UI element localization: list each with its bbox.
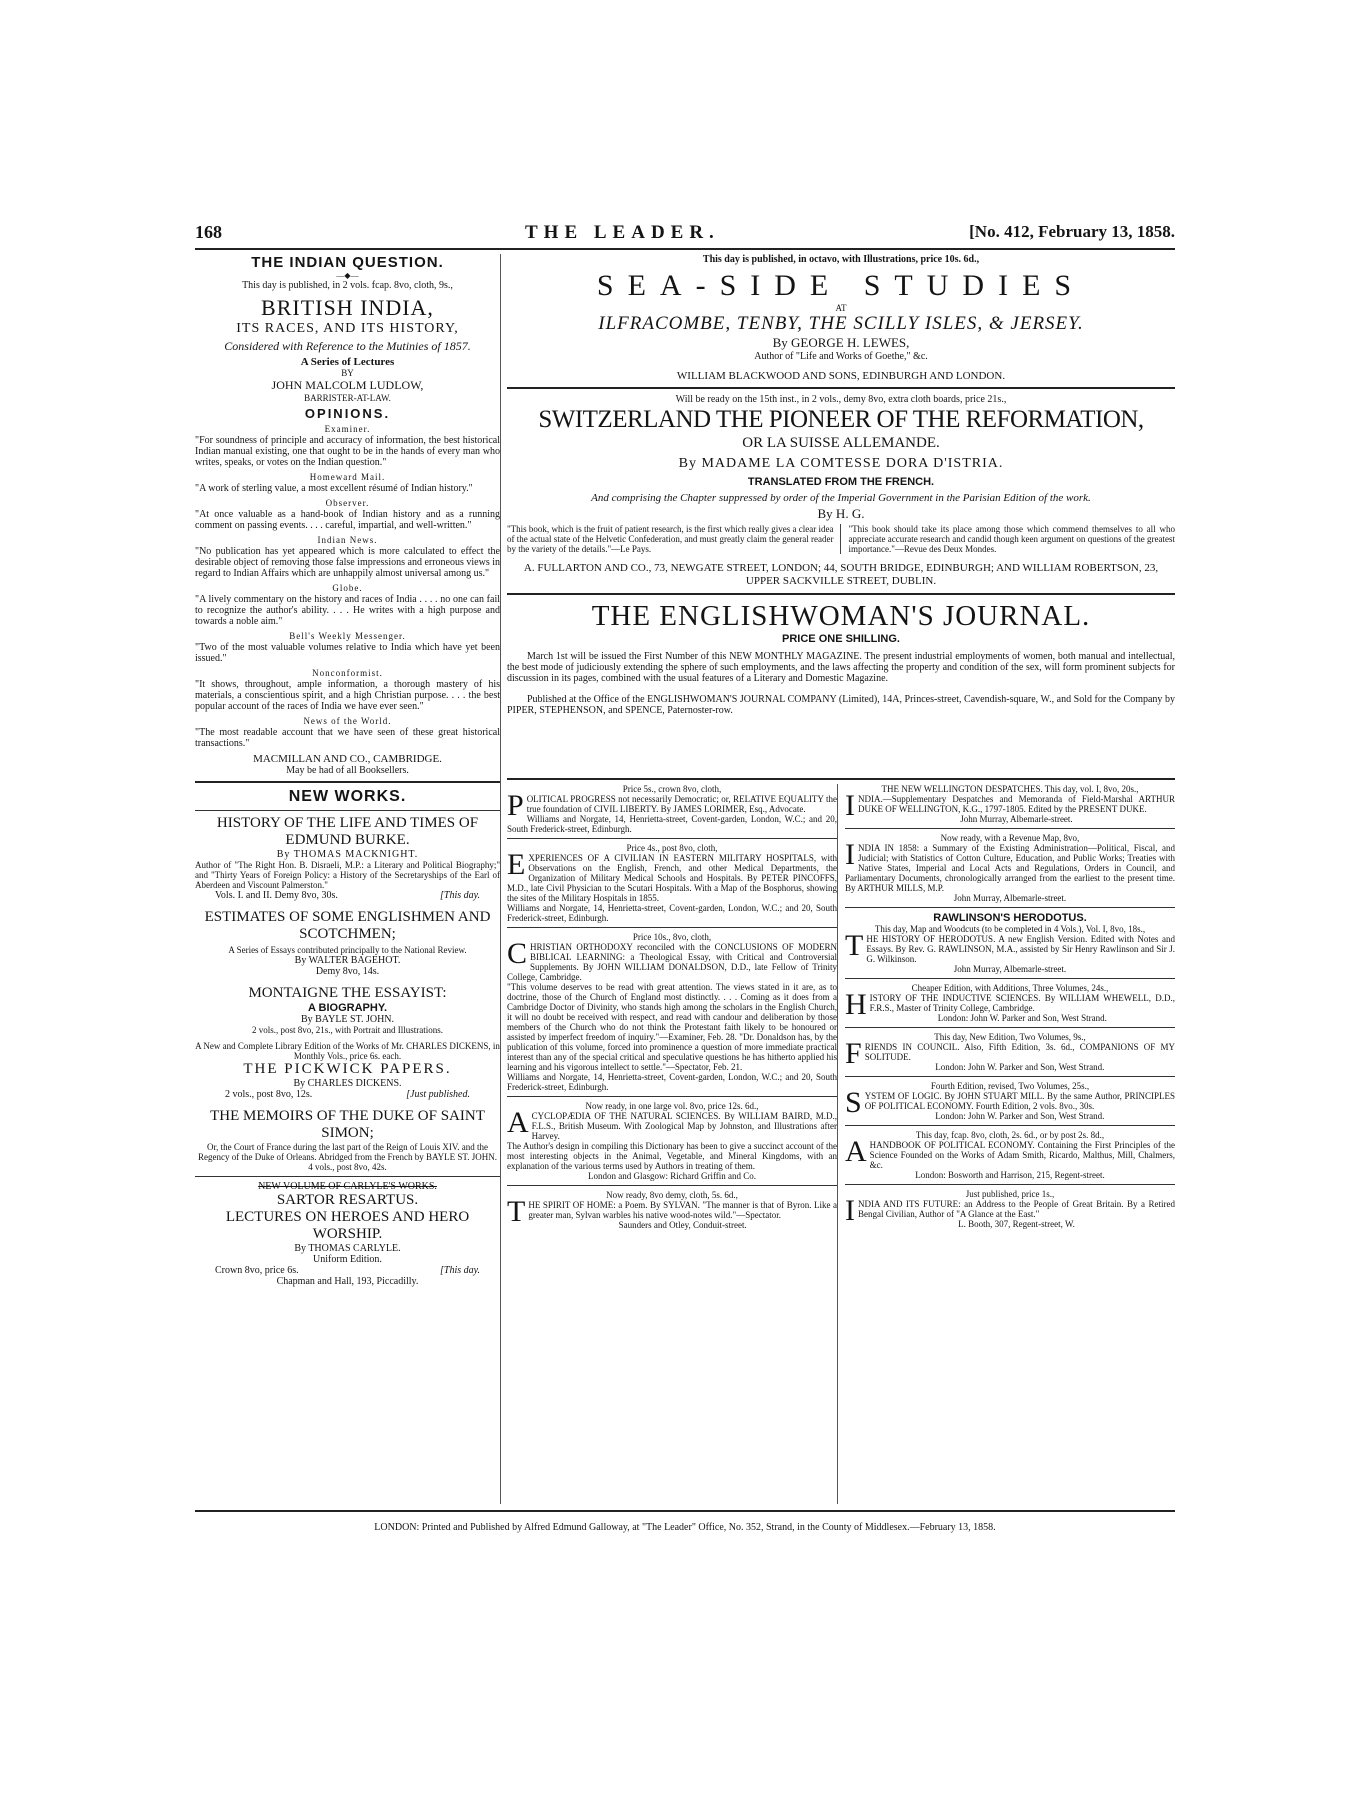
- swiss-by-hg: By H. G.: [817, 506, 865, 521]
- newspaper-page: [195, 222, 1175, 1552]
- burke-desc: Author of "The Right Hon. B. Disraeli, M.P.: a Literary and Political Biography;" and "Thirty Years of Foreign Policy: a History of the Secretaryships of the Earl of Aberdeen and Viscount Palmerston.": [195, 860, 500, 890]
- simon-desc: Or, the Court of France during the last part of the Reign of Louis XIV. and the Regency of the Duke of Orleans. Abridged from the French by BAYLE ST. JOHN.: [198, 1142, 497, 1162]
- ad-herodotus: [845, 912, 1175, 974]
- ad-system-of-logic: [845, 1081, 1175, 1121]
- ad-body: CYCLOPÆDIA OF THE NATURAL SCIENCES. By WILLIAM BAIRD, M.D., F.L.S., British Museum. With Zoological Map by Johnston, and Illustrations after Harvey.: [531, 1111, 837, 1141]
- swiss-by: By MADAME LA COMTESSE DORA D'ISTRIA.: [678, 456, 1004, 471]
- ad-handbook-political-economy: [845, 1130, 1175, 1180]
- carlyle-price: Crown 8vo, price 6s.: [215, 1265, 299, 1276]
- review-source: News of the World.: [303, 716, 392, 726]
- drop-cap: A: [507, 1106, 529, 1139]
- ad-publisher: London and Glasgow: Richard Griffin and Co.: [587, 1171, 757, 1181]
- lower-ads: [507, 784, 1175, 1504]
- ad-note: THE NEW WELLINGTON DESPATCHES. This day, vol. I, 8vo, 20s.,: [881, 784, 1139, 794]
- review-text: "A lively commentary on the history and races of India . . . . no one can fail to recognize the author's ability. . . . He writes with a high purpose and towards a noble aim.": [195, 594, 500, 627]
- chapman-hall: Chapman and Hall, 193, Piccadilly.: [276, 1276, 419, 1287]
- ad-note: Cheaper Edition, with Additions, Three Volumes, 24s.,: [911, 983, 1109, 993]
- drop-cap: T: [845, 929, 864, 962]
- seaside-note: This day is published, in octavo, with Illustrations, price 10s. 6d.,: [702, 254, 980, 265]
- ad-publisher: Williams and Norgate, 14, Henrietta-street, Covent-garden, London, W.C.; and 20, South Frederick-street, Edinburgh.: [507, 1072, 837, 1092]
- ad-note: This day, Map and Woodcuts (to be completed in 4 Vols.), Vol. I, 8vo, 18s.,: [874, 924, 1146, 934]
- carlyle-by: By THOMAS CARLYLE.: [294, 1243, 401, 1254]
- ad-body: NDIA.—Supplementary Despatches and Memoranda of Field-Marshal ARTHUR DUKE OF WELLINGTON, K.G., 1797-1805. Edited by the PRESENT DUKE.: [858, 794, 1175, 814]
- estimates-price: Demy 8vo, 14s.: [315, 966, 380, 977]
- right-ad-column: [845, 784, 1175, 1504]
- ad-body: ISTORY OF THE INDUCTIVE SCIENCES. By WILLIAM WHEWELL, D.D., F.R.S., Master of Trinity College, Cambridge.: [869, 993, 1175, 1013]
- swiss-note: Will be ready on the 15th inst., in 2 vols., demy 8vo, extra cloth boards, price 21s.,: [675, 394, 1007, 405]
- seaside-title: SEA-SIDE STUDIES: [596, 269, 1086, 302]
- masthead: THE LEADER.: [525, 222, 720, 243]
- ad-note: Price 5s., crown 8vo, cloth,: [622, 784, 722, 794]
- lectures-title: LECTURES ON HEROES AND HERO WORSHIP.: [225, 1209, 470, 1242]
- ad-india-1858: [845, 833, 1175, 903]
- swiss-publisher: A. FULLARTON AND CO., 73, NEWGATE STREET, LONDON; 44, SOUTH BRIDGE, EDINBURGH; AND WILLIAM ROBERTSON, 23, UPPER SACKVILLE STREET, DUBLIN.: [523, 562, 1159, 587]
- ad-publisher: John Murray, Albemarle-street.: [953, 893, 1067, 903]
- imprint-footer: LONDON: Printed and Published by Alfred Edmund Galloway, at "The Leader" Office, No. 352, Strand, in the County of Middlesex.—February 13, 1858.: [374, 1522, 996, 1533]
- review-text: "It shows, throughout, ample information, a thorough mastery of his materials, a conscientious spirit, and a high Christian purpose. . . . the best popular account of the races of India we have ever seen.": [195, 679, 500, 712]
- header-rule: [195, 248, 1175, 250]
- ad-christian-orthodoxy: [507, 932, 837, 1092]
- review-text: "Two of the most valuable volumes relative to India which have yet been issued.": [195, 642, 500, 664]
- drop-cap: C: [507, 937, 528, 970]
- burke-title: HISTORY OF THE LIFE AND TIMES OF EDMUND BURKE.: [216, 815, 479, 848]
- author-name: JOHN MALCOLM LUDLOW,: [271, 378, 424, 392]
- publisher: MACMILLAN AND CO., CAMBRIDGE.: [253, 753, 442, 765]
- ad-wellington-despatches: [845, 784, 1175, 824]
- book-considered: Considered with Reference to the Mutinies of 1857.: [224, 339, 471, 353]
- burke-by: By THOMAS MACKNIGHT.: [276, 849, 419, 860]
- review-text: "The most readable account that we have seen of these great historical transactions.": [195, 727, 500, 749]
- ewj-paragraph-1: March 1st will be issued the First Number of this NEW MONTHLY MAGAZINE. The present industrial employments of women, both manual and intellectual, the best mode of judiciously extending the sphere of such employments, and the laws affecting the property and condition of the sex, will form prominent subjects for discussion in its pages, combined with the usual features of a Literary and Domestic Magazine.: [507, 651, 1175, 684]
- montaigne-price: 2 vols., post 8vo, 21s., with Portrait and Illustrations.: [252, 1025, 443, 1035]
- review-text: "At once valuable as a hand-book of Indian history and as a running comment on passing events. . . . careful, impartial, and well-written.": [195, 509, 500, 531]
- ad-publisher: John Murray, Albemarle-street.: [953, 964, 1067, 974]
- ad-inductive-sciences: [845, 983, 1175, 1023]
- opinions-heading: OPINIONS.: [304, 406, 391, 421]
- ad-body: YSTEM OF LOGIC. By JOHN STUART MILL. By the same Author, PRINCIPLES OF POLITICAL ECONOMY. Fourth Edition, 2 vols. 8vo., 30s.: [864, 1091, 1175, 1111]
- ewj-title: THE ENGLISHWOMAN'S JOURNAL.: [591, 600, 1091, 632]
- review-source: Bell's Weekly Messenger.: [289, 631, 406, 641]
- series-line: A Series of Lectures: [300, 356, 395, 368]
- book-subtitle: ITS RACES, AND ITS HISTORY,: [236, 321, 459, 336]
- ad-body: HE HISTORY OF HERODOTUS. A new English Version. Edited with Notes and Essays. By Rev. G. RAWLINSON, M.A., assisted by Sir Henry Rawlinson and Sir J. G. Wilkinson.: [866, 934, 1175, 964]
- pickwick-title: THE PICKWICK PAPERS.: [243, 1061, 452, 1077]
- ad-publisher: London: John W. Parker and Son, West Strand.: [935, 1111, 1105, 1121]
- review-text: "For soundness of principle and accuracy of information, the best historical Indian manual existing, one that ought to be in the hands of every man who writes, speaks, or votes on the Indian question.": [195, 435, 500, 468]
- ad-spirit-of-home: [507, 1190, 837, 1230]
- seaside-by: By GEORGE H. LEWES,: [772, 335, 910, 350]
- section-title-indian-question: THE INDIAN QUESTION.: [251, 254, 444, 271]
- ad-note: This day, New Edition, Two Volumes, 9s.,: [934, 1032, 1086, 1042]
- estimates-by: By WALTER BAGEHOT.: [294, 955, 401, 966]
- simon-price: 4 vols., post 8vo, 42s.: [308, 1162, 387, 1172]
- drop-cap: A: [845, 1135, 867, 1168]
- ad-note: Now ready, 8vo demy, cloth, 5s. 6d.,: [606, 1190, 738, 1200]
- ad-extra: The Author's design in compiling this Dictionary has been to give a succinct account of the most interesting objects in the Animal, Vegetable, and Mineral Kingdoms, with an explanation of the various terms used by Authors in treating of them.: [507, 1141, 837, 1171]
- publisher-note: May be had of all Booksellers.: [286, 765, 409, 776]
- ad-note: This day, fcap. 8vo, cloth, 2s. 6d., or by post 2s. 8d.,: [915, 1130, 1105, 1140]
- seaside-author-note: Author of "Life and Works of Goethe," &c.: [754, 351, 928, 362]
- drop-cap: T: [507, 1195, 526, 1228]
- ewj-paragraph-2: Published at the Office of the ENGLISHWOMAN'S JOURNAL COMPANY (Limited), 14A, Princes-street, Cavendish-square, W., and Sold for the Company by PIPER, STEPHENSON, and SPENCE, Paternoster-row.: [507, 694, 1175, 716]
- review-source: Globe.: [332, 583, 363, 593]
- drop-cap: F: [845, 1037, 862, 1070]
- pickwick-status: [Just published.: [406, 1089, 470, 1100]
- simon-title: THE MEMOIRS OF THE DUKE OF SAINT SIMON;: [210, 1108, 485, 1141]
- ad-body: HANDBOOK OF POLITICAL ECONOMY. Containing the First Principles of the Science Founded on the Works of Adam Smith, Ricardo, Malthus, Mill, Chalmers, &c.: [869, 1140, 1175, 1170]
- ad-note: Now ready, in one large vol. 8vo, price 12s. 6d.,: [585, 1101, 759, 1111]
- page-number: 168: [195, 222, 222, 242]
- ad-publisher: London: John W. Parker and Son, West Strand.: [937, 1013, 1107, 1023]
- seaside-at: AT: [835, 303, 847, 313]
- swiss-subtitle: OR LA SUISSE ALLEMANDE.: [742, 435, 940, 451]
- estimates-desc: A Series of Essays contributed principally to the National Review.: [228, 945, 467, 955]
- ad-publisher: L. Booth, 307, Regent-street, W.: [958, 1219, 1075, 1229]
- left-column: THE INDIAN QUESTION. —◆— This day is published, in 2 vols. fcap. 8vo, cloth, 9s., BRITISH INDIA, ITS RACES, AND ITS HISTORY, Considered with Reference to the Mutinies of 1857. A Series of Lectures BY JOHN MALCOLM LUDLOW, BARRISTER-AT-LAW. OPINIONS. Examiner. "For soundness of principle and accuracy of information, the best historical Indian manual existing, one that ought to be in the hands of every man who writes, speaks, or votes on the Indian question." Homeward Mail. "A work of sterling value, a most excellent résumé of Indian history." Observer. "At once valuable as a hand-book of Indian history and as a running comment on passing events. . . . careful, impartial, and well-written." Indian News. "No publication has yet appeared which is more calculated to effect the desirable object of removing those false impressions and erroneous views in regard to Indian Affairs which are unhappily almost universal among us." Globe. "A lively commentary on the history and races of India . . . . no one can fail to recognize the author's ability. . . . He writes with a high purpose and towards a noble aim." Bell's Weekly Messenger. "Two of the most valuable volumes relative to India which have yet been issued." Nonconformist. "It shows, throughout, ample information, a thorough mastery of his materials, a conscientious spirit, and a high Christian purpose. . . . the best popular account of the races of India we have ever seen." News of the World. "The most readable account that we have seen of these great historical transactions." MACMILLAN AND CO., CAMBRIDGE. May be had of all Booksellers. NEW WORKS. HISTORY OF THE LIFE AND TIMES OF EDMUND BURKE. By THOMAS MACKNIGHT. Author of "The Right Hon. B. Disraeli, M.P.: a Literary and Political Biography;" and "Thirty Years of Foreign Policy: a History of the Secretaryships of the Earl of Aberdeen and Viscount Palmerston." Vols. I. and II. Demy 8vo, 30s. [This day. ESTIMATES OF SOME ENGLISHMEN AND SCOTCHMEN; A Series of Essays contributed principally to the National Review. By WALTER BAGEHOT. Demy 8vo, 14s. MONTAIGNE THE ESSAYIST: A BIOGRAPHY. By BAYLE ST. JOHN. 2 vols., post 8vo, 21s., with Portrait and Illustrations. A New and Complete Library Edition of the Works of Mr. CHARLES DICKENS, in Monthly Vols., price 6s. each. THE PICKWICK PAPERS. By CHARLES DICKENS. 2 vols., post 8vo, 12s. [Just published. THE MEMOIRS OF THE DUKE OF SAINT SIMON; Or, the Court of France during the last part of the Reign of Louis XIV. and the Regency of the Duke of Orleans. Abridged from the French by BAYLE ST. JOHN. 4 vols., post 8vo, 42s. NEW VOLUME OF CARLYLE'S WORKS. SARTOR RESARTUS. LECTURES ON HEROES AND HERO WORSHIP. By THOMAS CARLYLE. Uniform Edition. Crown 8vo, price 6s. [This day. Chapman and Hall, 193, Piccadilly.: [195, 254, 501, 1504]
- ad-note: Price 10s., 8vo, cloth,: [632, 932, 712, 942]
- ad-note: Just published, price 1s.,: [965, 1189, 1055, 1199]
- middle-ad-column: [507, 784, 838, 1504]
- drop-cap: I: [845, 838, 855, 871]
- by-line: BY: [341, 368, 354, 378]
- swiss-comprising: And comprising the Chapter suppressed by order of the Imperial Government in the Parisian Edition of the work.: [591, 492, 1091, 504]
- right-column: [507, 254, 1175, 1504]
- carlyle-status: [This day.: [439, 1265, 480, 1276]
- review-source: Nonconformist.: [312, 668, 383, 678]
- drop-cap: H: [845, 988, 867, 1021]
- ad-friends-in-council: [845, 1032, 1175, 1072]
- sartor-title: SARTOR RESARTUS.: [276, 1192, 419, 1208]
- montaigne-title: MONTAIGNE THE ESSAYIST:: [248, 985, 447, 1001]
- swiss-quote-le-pays: "This book, which is the fruit of patient research, is the first which really gives a clear idea of the actual state of the Helvetic Confederation, and must greatly claim the general reader by the variety of the details."—Le Pays.: [507, 524, 841, 554]
- ad-body: RIENDS IN COUNCIL. Also, Fifth Edition, 3s. 6d., COMPANIONS OF MY SOLITUDE.: [864, 1042, 1175, 1062]
- ad-publisher: Saunders and Otley, Conduit-street.: [618, 1220, 747, 1230]
- montaigne-subtitle: A BIOGRAPHY.: [307, 1002, 388, 1014]
- ad-experiences-civilian: [507, 843, 837, 923]
- swiss-title: SWITZERLAND THE PIONEER OF THE REFORMATION,: [538, 406, 1144, 433]
- uniform-edition: Uniform Edition.: [313, 1254, 382, 1265]
- drop-cap: E: [507, 848, 526, 881]
- issue-info: [No. 412, February 13, 1858.: [969, 222, 1175, 241]
- ad-body: OLITICAL PROGRESS not necessarily Democratic; or, RELATIVE EQUALITY the true foundation of CIVIL LIBERTY. By JAMES LORIMER, Esq., Advocate.: [526, 794, 837, 814]
- drop-cap: S: [845, 1086, 862, 1119]
- ad-body: XPERIENCES OF A CIVILIAN IN EASTERN MILITARY HOSPITALS, with Observations on the English, French, and other Medical Departments, the Organization of Military Medical Schools and Hospitals. By PETER PINCOFFS, M.D., late Civil Physician to the Scutari Hospitals. With a Map of the Bosphorus, showing the sites of the Military Hospitals in 1855.: [507, 853, 837, 903]
- reviews-list: [195, 424, 500, 749]
- montaigne-by: By BAYLE ST. JOHN.: [300, 1014, 395, 1025]
- review-source: Homeward Mail.: [309, 472, 386, 482]
- ad-publisher: London: John W. Parker and Son, West Strand.: [935, 1062, 1105, 1072]
- pub-note: This day is published, in 2 vols. fcap. 8vo, cloth, 9s.,: [242, 280, 453, 291]
- new-works-heading: NEW WORKS.: [288, 788, 407, 805]
- ad-publisher: London: Bosworth and Harrison, 215, Regent-street.: [915, 1170, 1105, 1180]
- footer-rule: [195, 1510, 1175, 1512]
- ad-heading: RAWLINSON'S HERODOTUS.: [933, 912, 1087, 924]
- ad-body: NDIA AND ITS FUTURE: an Address to the People of Great Britain. By a Retired Bengal Civilian, Author of "A Glance at the East.": [858, 1199, 1175, 1219]
- ad-note: Now ready, with a Revenue Map, 8vo,: [940, 833, 1080, 843]
- book-title: BRITISH INDIA,: [261, 295, 434, 320]
- review-source: Observer.: [325, 498, 370, 508]
- drop-cap: I: [845, 789, 855, 822]
- author-role: BARRISTER-AT-LAW.: [304, 393, 391, 403]
- ad-body: NDIA IN 1858: a Summary of the Existing Administration—Political, Fiscal, and Judicial; with Statistics of Cotton Culture, Education, and Public Works; Treaties with Native States, Imperial and Local Acts and Regulations, Orders in Council, and Parliamentary Documents, chronologically arranged from the earliest to the present time. By ARTHUR MILLS, M.P.: [845, 843, 1175, 893]
- review-text: "No publication has yet appeared which is more calculated to effect the desirable object of removing those false impressions and erroneous views in regard to Indian Affairs which are unhappily almost universal among us.": [195, 546, 500, 579]
- seaside-publisher: WILLIAM BLACKWOOD AND SONS, EDINBURGH AND LONDON.: [676, 370, 1006, 382]
- swiss-translated: TRANSLATED FROM THE FRENCH.: [747, 476, 935, 488]
- review-text: "A work of sterling value, a most excellent résumé of Indian history.": [195, 483, 473, 494]
- pickwick-price: 2 vols., post 8vo, 12s.: [225, 1089, 313, 1100]
- ad-cyclopaedia: [507, 1101, 837, 1181]
- ewj-price: PRICE ONE SHILLING.: [782, 633, 900, 645]
- review-source: Indian News.: [317, 535, 378, 545]
- ad-note: Price 4s., post 8vo, cloth,: [626, 843, 718, 853]
- dickens-note: A New and Complete Library Edition of the Works of Mr. CHARLES DICKENS, in Monthly Vols., price 6s. each.: [195, 1041, 500, 1061]
- carlyle-note: NEW VOLUME OF CARLYLE'S WORKS.: [258, 1181, 437, 1192]
- burke-vols: Vols. I. and II. Demy 8vo, 30s.: [215, 890, 338, 901]
- estimates-title: ESTIMATES OF SOME ENGLISHMEN AND SCOTCHMEN;: [204, 909, 491, 942]
- ad-body: HE SPIRIT OF HOME: a Poem. By SYLVAN. "The manner is that of Byron. Like a greater man, Sylvan warbles his native wood-notes wild."—Spectator.: [528, 1200, 837, 1220]
- ad-publisher: John Murray, Albemarle-street.: [960, 814, 1073, 824]
- page-header: [195, 222, 1175, 246]
- ad-publisher: Williams and Norgate, 14, Henrietta-street, Covent-garden, London, W.C.; and 20, South Frederick-street, Edinburgh.: [507, 903, 837, 923]
- pickwick-by: By CHARLES DICKENS.: [293, 1078, 402, 1089]
- drop-cap: I: [845, 1194, 855, 1227]
- seaside-places: ILFRACOMBE, TENBY, THE SCILLY ISLES, & JERSEY.: [598, 313, 1084, 334]
- swiss-quote-revue: "This book should take its place among those which commend themselves to all who appreciate accurate research and candid though keen argument on questions of the greatest importance."—Revue des Deux Mondes.: [848, 524, 1175, 554]
- ad-note: Fourth Edition, revised, Two Volumes, 25s.,: [930, 1081, 1090, 1091]
- ad-india-and-its-future: [845, 1189, 1175, 1229]
- drop-cap: P: [507, 789, 524, 822]
- burke-status: [This day.: [439, 890, 480, 901]
- ad-extra: "This volume deserves to be read with great attention. The views stated in it are, as to doctrine, those of the Church of England most distinctly. . . . Coming as it does from a Cambridge Doctor of Divinity, who stands high among the scholars in the English Church, it will no doubt be received with respect, and read with candour and deliberation by those members of the Church who do not think the Protestant faith likely to be honoured or assisted by imperfect freedom of inquiry."—Examiner, Feb. 28. "Dr. Donaldson has, by the publication of this volume, forced into prominence a question of more immediate practical interest than any of the special critical and speculative questions he has hitherto applied his learning and his vigorous intellect to settle."—Spectator, Feb. 21.: [507, 982, 837, 1072]
- ad-political-progress: [507, 784, 837, 834]
- review-source: Examiner.: [324, 424, 371, 434]
- ad-body: HRISTIAN ORTHODOXY reconciled with the CONCLUSIONS OF MODERN BIBLICAL LEARNING: a Theological Essay, with Critical and Controversial Supplements. By JOHN WILLIAM DONALDSON, D.D., late Fellow of Trinity College, Cambridge.: [507, 942, 837, 982]
- ad-publisher: Williams and Norgate, 14, Henrietta-street, Covent-garden, London, W.C.; and 20, South Frederick-street, Edinburgh.: [507, 814, 837, 834]
